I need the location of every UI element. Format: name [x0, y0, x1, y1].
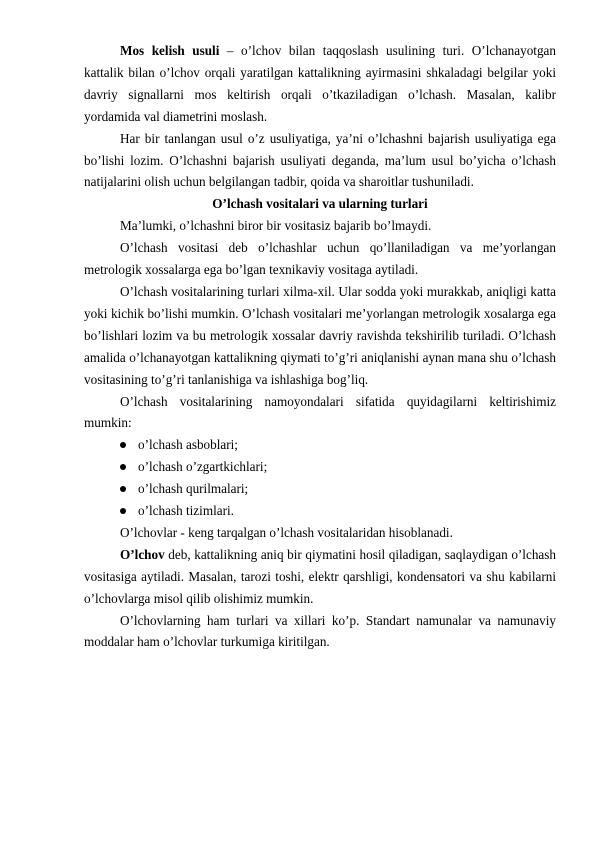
paragraph-turlari: O’lchash vositalarining turlari xilma-xil. Ular sodda yoki murakkab, aniqligi katta yoki kichik bo’lishi mumkin. O’lchash vositalari me’yorlangan metrologik xosalarga ega bo’lishlari lozim va bu metrologik xossalar davriy ravishda tekshirilib turiladi. O’lchash amalida o’lchanayotgan kattalikning qiymati to’g’ri aniqlanishi aynan mana shu o’lchash vositasining to’g’ri tanlanishiga va ishlashiga bog’liq. [84, 283, 556, 387]
bullet-icon [120, 442, 126, 448]
paragraph-intro: Ma’lumki, o’lchashni biror bir vositasiz bajarib bo’lmaydi. [120, 218, 432, 234]
paragraph-namoyondalari: O’lchash vositalarining namoyondalari sifatida quyidagilarni keltirishimiz mumkin: [84, 393, 556, 431]
paragraph-mos-kelish-usuli [84, 40, 556, 128]
paragraph-usuliyat: Har bir tanlangan usul o’z usuliyatiga, ya’ni o’lchashni bajarish usuliyatiga ega bo’lishi lozim. O’lchashni bajarish usuliyati deganda, ma’lum usul bo’yicha o’lchash natijalarini olish uchun belgilangan tadbir, qoida va sharoitlar tushuniladi. [84, 130, 556, 190]
section-heading: O’lchash vositalari va ularning turlari [212, 196, 428, 212]
bullet-list [84, 434, 556, 522]
paragraph-olchovlar: O’lchovlar - keng tarqalgan o’lchash vositalaridan hisoblanadi. [120, 524, 453, 540]
list-item [84, 478, 556, 500]
term-mos-kelish-usuli: Mos kelish usuli [120, 43, 220, 58]
list-item [84, 500, 556, 522]
bullet-icon [120, 486, 126, 492]
paragraph-olchash-vositasi: O’lchash vositasi deb o’lchashlar uchun qo’llaniladigan va me’yorlangan metrologik xossalarga ega bo’lgan texnikaviy vositaga aytiladi. [84, 240, 556, 278]
list-item [84, 456, 556, 478]
list-item-text: o’lchash tizimlari. [138, 503, 234, 519]
term-olchov: O’lchov [120, 546, 165, 562]
bullet-icon [120, 464, 126, 470]
bullet-icon [120, 508, 126, 514]
document-page [84, 40, 556, 653]
list-item-text: o’lchash qurilmalari; [138, 481, 249, 497]
paragraph-text: – o’lchov bilan taqqoslash usulining turi. O’lchanayotgan kattalik bilan o’lchov orqali yaratilgan kattalikning ayirmasini shkaladagi belgilar yoki davriy signallarni mos keltirish orqali o’tkaziladigan o’lchash. Masalan, kalibr yordamida val diametrini moslash. [84, 43, 556, 124]
paragraph-olchov-definition [84, 544, 556, 610]
list-item-text: o’lchash asboblari; [138, 437, 238, 453]
paragraph-text: deb, kattalikning aniq bir qiymatini hosil qiladigan, saqlaydigan o’lchash vositasiga aytiladi. Masalan, tarozi toshi, elektr qarshligi, kondensatori va shu kabilarni o’lchovlarga misol qilib olishimiz mumkin. [84, 546, 556, 606]
paragraph-olchov-turlari: O’lchovlarning ham turlari va xillari ko’p. Standart namunalar va namunaviy moddalar ham o’lchovlar turkumiga kiritilgan. [84, 612, 556, 650]
list-item [84, 434, 556, 456]
list-item-text: o’lchash o’zgartkichlari; [138, 459, 268, 475]
